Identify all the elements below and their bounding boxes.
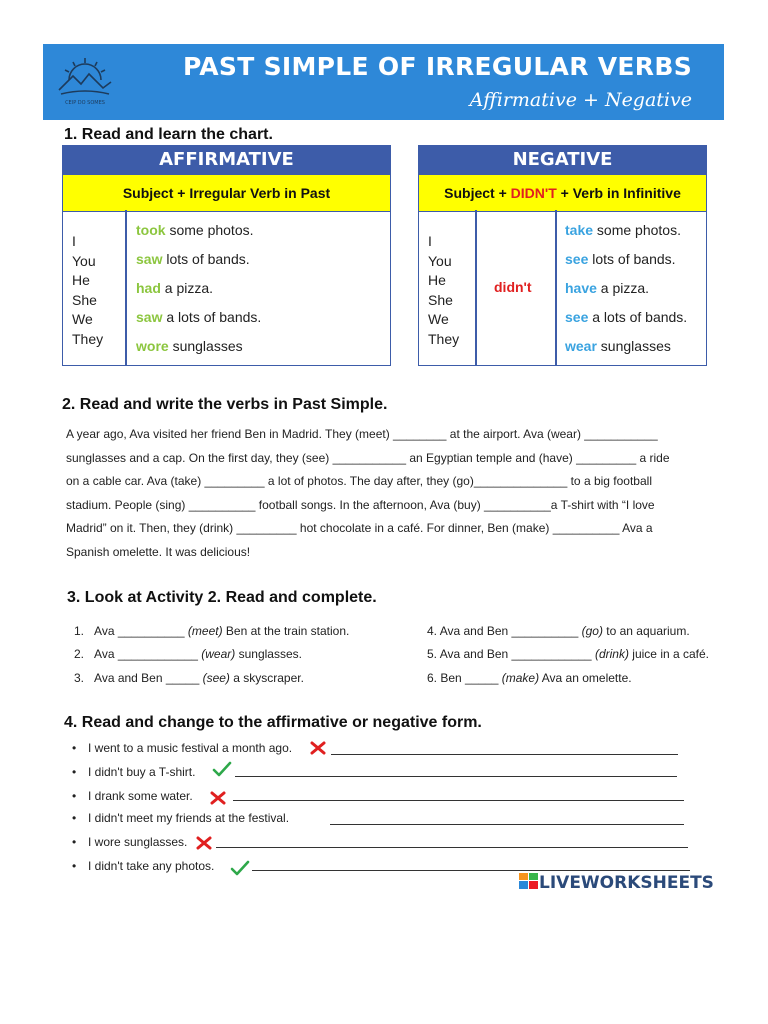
verb-complement: some photos.	[593, 222, 681, 238]
item-text: to an aquarium.	[602, 624, 690, 638]
section1-title: 1. Read and learn the chart.	[64, 126, 273, 143]
pronoun: He	[428, 272, 446, 288]
svg-text:CEIP DO SOMES: CEIP DO SOMES	[65, 100, 105, 106]
item-text: Ben _____	[440, 671, 502, 685]
item-text: Ava and Ben __________	[439, 624, 582, 638]
brand-name: LIVEWORKSHEETS	[539, 873, 714, 893]
pronoun: He	[72, 272, 90, 288]
table-divider	[125, 210, 127, 365]
pronoun: You	[428, 252, 452, 269]
exercise4-item	[72, 765, 195, 779]
item-text: sunglasses.	[235, 647, 302, 661]
verb-row	[136, 245, 261, 274]
paragraph-line: Madrid” on it. Then, they (drink) _________ hot chocolate in a café. For dinner, Ben (make) __________ Ava a	[66, 521, 653, 535]
item-text: Ava and Ben _____	[94, 671, 203, 685]
exercise3-item	[74, 624, 349, 638]
answer-line[interactable]	[331, 754, 678, 755]
verb-complement: a lots of bands.	[588, 309, 688, 325]
exercise4-item	[72, 789, 193, 803]
formula-text: + Verb in Infinitive	[556, 185, 681, 201]
verb-hint: (meet)	[187, 624, 223, 638]
bullet: •	[72, 789, 77, 803]
exercise3-item	[74, 647, 302, 661]
verb-row	[565, 332, 687, 361]
sentence: I didn't buy a T-shirt.	[88, 765, 196, 779]
pronoun: We	[72, 311, 93, 327]
answer-line[interactable]	[216, 847, 688, 848]
negative-pronouns	[428, 232, 459, 349]
affirmative-table	[62, 145, 391, 366]
item-text: Ava and Ben ____________	[439, 647, 595, 661]
header-banner	[43, 44, 724, 120]
table-divider	[475, 210, 477, 365]
affirmative-header: AFFIRMATIVE	[63, 146, 390, 174]
past-verb: had	[136, 280, 161, 296]
worksheet-subtitle: Affirmative + Negative	[469, 89, 692, 111]
sentence: I didn't take any photos.	[88, 859, 215, 873]
past-verb: saw	[136, 309, 163, 325]
verb-hint: (wear)	[201, 647, 236, 661]
worksheet-title: PAST SIMPLE OF IRREGULAR VERBS	[182, 52, 692, 81]
bullet: •	[72, 741, 77, 755]
verb-row	[565, 274, 687, 303]
table-divider	[555, 210, 557, 365]
pronoun: She	[72, 291, 97, 308]
answer-line[interactable]	[330, 824, 684, 825]
verb-hint: (go)	[581, 624, 603, 638]
item-text: Ben at the train station.	[222, 624, 350, 638]
verb-row	[136, 303, 261, 332]
infinitive-verb: wear	[565, 338, 597, 354]
story-paragraph	[66, 423, 716, 564]
exercise3-item	[427, 647, 709, 661]
sentence: I went to a music festival a month ago.	[88, 741, 293, 755]
pronoun: We	[428, 311, 449, 327]
liveworksheets-logo	[519, 873, 714, 893]
item-text: Ava __________	[94, 624, 188, 638]
bullet: •	[72, 859, 77, 873]
verb-complement: lots of bands.	[162, 251, 250, 267]
pronoun: I	[428, 233, 432, 249]
exercise3-item	[427, 624, 690, 638]
verb-hint: (drink)	[594, 647, 629, 661]
past-verb: saw	[136, 251, 163, 267]
item-number: 4.	[427, 624, 438, 638]
item-number: 1.	[74, 624, 85, 638]
answer-line[interactable]	[235, 776, 677, 777]
didnt-auxiliary: didn't	[494, 279, 532, 295]
negative-header: NEGATIVE	[419, 146, 706, 174]
verb-complement: sunglasses	[596, 338, 671, 354]
exercise4-item	[72, 741, 292, 755]
item-number: 3.	[74, 671, 85, 685]
verb-complement: some photos.	[165, 222, 254, 238]
verb-complement: lots of bands.	[588, 251, 676, 267]
sentence: I didn't meet my friends at the festival.	[88, 811, 290, 825]
bullet: •	[72, 811, 77, 825]
didnt-keyword: DIDN'T	[510, 185, 557, 201]
item-number: 5.	[427, 647, 438, 661]
pronoun: I	[72, 233, 76, 249]
check-icon	[212, 761, 232, 777]
exercise4-item	[72, 811, 289, 825]
negative-formula	[419, 174, 706, 212]
affirmative-verbs	[136, 216, 261, 361]
affirmative-pronouns	[72, 232, 103, 349]
paragraph-line: sunglasses and a cap. On the first day, they (see) ___________ an Egyptian temple and (have) _________ a ride	[66, 450, 670, 465]
verb-complement: sunglasses	[168, 338, 243, 354]
infinitive-verb: see	[565, 251, 589, 267]
exercise3-item	[427, 671, 632, 685]
infinitive-verb: take	[565, 222, 594, 238]
bullet: •	[72, 765, 77, 779]
pronoun: They	[72, 330, 104, 347]
item-number: 2.	[74, 647, 85, 661]
exercise3-item	[74, 671, 304, 685]
verb-complement: a pizza.	[596, 280, 650, 296]
paragraph-line: on a cable car. Ava (take) _________ a lot of photos. The day after, they (go)______________ to a big football	[66, 474, 652, 488]
past-verb: took	[136, 222, 166, 238]
paragraph-line: stadium. People (sing) __________ football songs. In the afternoon, Ava (buy) __________a T-shirt with “I love	[66, 497, 655, 512]
cross-icon	[310, 741, 326, 755]
verb-row	[565, 245, 687, 274]
paragraph-line: Spanish omelette. It was delicious!	[66, 544, 251, 559]
item-text: Ava an omelette.	[539, 671, 632, 685]
bullet: •	[72, 835, 77, 849]
item-text: a skyscraper.	[229, 671, 304, 685]
exercise4-item	[72, 835, 187, 849]
cross-icon	[210, 791, 226, 805]
section4-title: 4. Read and change to the affirmative or negative form.	[64, 714, 482, 731]
infinitive-verb: see	[565, 309, 589, 325]
item-number: 6.	[427, 671, 438, 685]
pronoun: They	[428, 330, 460, 347]
negative-table	[418, 145, 707, 366]
pronoun: You	[72, 252, 96, 269]
verb-row	[136, 274, 261, 303]
answer-line[interactable]	[233, 800, 684, 801]
paragraph-line: A year ago, Ava visited her friend Ben in Madrid. They (meet) ________ at the airport. Ava (wear) ___________	[66, 427, 658, 441]
verb-complement: a pizza.	[160, 280, 214, 296]
item-text: Ava ____________	[94, 647, 202, 661]
answer-line[interactable]	[252, 870, 690, 871]
sentence: I drank some water.	[88, 789, 193, 803]
liveworksheets-icon	[519, 873, 539, 890]
school-logo	[55, 54, 115, 110]
past-verb: wore	[136, 338, 169, 354]
item-text: juice in a café.	[628, 647, 710, 661]
cross-icon	[196, 836, 212, 850]
check-icon	[230, 860, 250, 876]
verb-row	[136, 332, 261, 361]
verb-hint: (make)	[501, 671, 540, 685]
formula-text: Subject +	[444, 185, 511, 201]
verb-row	[565, 303, 687, 332]
verb-row	[565, 216, 687, 245]
verb-row	[136, 216, 261, 245]
section2-title: 2. Read and write the verbs in Past Simple.	[62, 396, 388, 413]
verb-complement: a lots of bands.	[162, 309, 262, 325]
sentence: I wore sunglasses.	[88, 835, 188, 849]
affirmative-formula: Subject + Irregular Verb in Past	[63, 174, 390, 212]
negative-verbs	[565, 216, 687, 361]
verb-hint: (see)	[202, 671, 230, 685]
pronoun: She	[428, 291, 453, 308]
exercise4-item	[72, 859, 214, 873]
section3-title: 3. Look at Activity 2. Read and complete.	[67, 589, 377, 606]
infinitive-verb: have	[565, 280, 597, 296]
